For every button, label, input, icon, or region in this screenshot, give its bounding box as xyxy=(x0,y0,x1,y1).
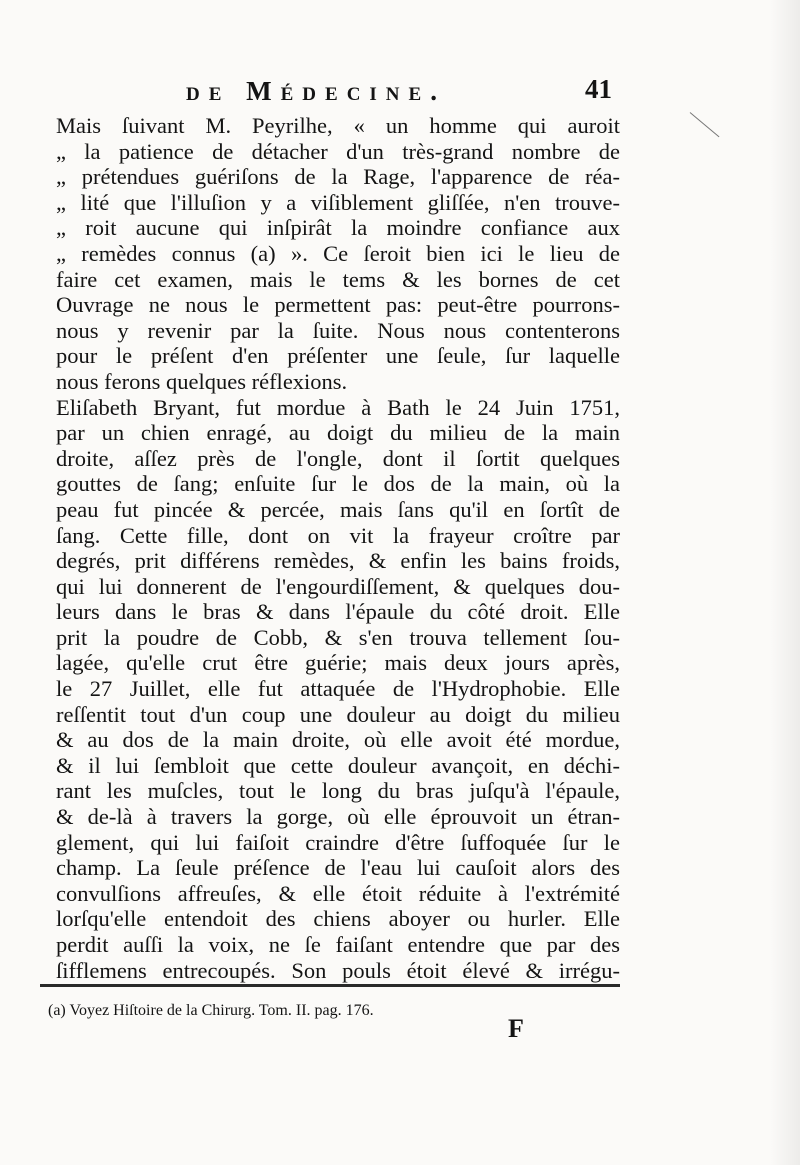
page-number: 41 xyxy=(585,74,612,104)
text-line: „ remèdes connus (a) ». Ce ſeroit bien ici le lieu de xyxy=(56,240,620,266)
text-line: Mais ſuivant M. Peyrilhe, « un homme qui auroit xyxy=(56,113,620,138)
text-line: peau fut pincée & percée, mais ſans qu'il en ſortît de xyxy=(56,496,620,522)
text-line: „ roit aucune qui inſpirât la moindre confiance aux xyxy=(56,215,620,241)
text-line: champ. La ſeule préſence de l'eau lui cauſoit alors des xyxy=(56,855,620,881)
body-text xyxy=(56,113,620,983)
text-line: prit la poudre de Cobb, & s'en trouva tellement ſou- xyxy=(56,624,620,650)
text-line: Eliſabeth Bryant, fut mordue à Bath le 24 Juin 1751, xyxy=(56,394,620,420)
text-line: „ prétendues guériſons de la Rage, l'apparence de réa- xyxy=(56,164,620,190)
text-line: pour le préſent d'en préſenter une ſeule, ſur laquelle xyxy=(56,343,620,369)
text-line: „ la patience de détacher d'un très-grand nombre de xyxy=(56,138,620,164)
text-line: lorſqu'elle entendoit des chiens aboyer ou hurler. Elle xyxy=(56,906,620,932)
text-line: gouttes de ſang; enſuite ſur le dos de la main, où la xyxy=(56,471,620,497)
text-line: convulſions affreuſes, & elle étoit réduite à l'extrémité xyxy=(56,880,620,906)
footnote-rule xyxy=(40,984,620,987)
text-line: Ouvrage ne nous le permettent pas: peut-être pourrons- xyxy=(56,292,620,318)
text-line: degrés, prit différens remèdes, & enfin les bains froids, xyxy=(56,548,620,574)
text-line: lagée, qu'elle crut être guérie; mais deux jours après, xyxy=(56,650,620,676)
text-line: faire cet examen, mais le tems & les bornes de cet xyxy=(56,266,620,292)
running-head: de Médecine. xyxy=(186,76,446,106)
text-line: leurs dans le bras & dans l'épaule du côté droit. Elle xyxy=(56,599,620,625)
text-line: & de-là à travers la gorge, où elle éprouvoit un étran- xyxy=(56,804,620,830)
text-line: perdit auſſi la voix, ne ſe faiſant entendre que par des xyxy=(56,932,620,957)
page-edge-shadow xyxy=(770,0,800,1165)
text-line: nous ferons quelques réflexions. xyxy=(56,368,348,394)
text-line: reſſentit tout d'un coup une douleur au doigt du milieu xyxy=(56,701,620,727)
text-line: nous y revenir par la ſuite. Nous nous contenterons xyxy=(56,317,620,343)
margin-mark xyxy=(690,112,720,137)
text-line: ſang. Cette fille, dont on vit la frayeur croître par xyxy=(56,522,620,548)
text-line: ſifflemens entrecoupés. Son pouls étoit élevé & irrégu- xyxy=(56,957,620,983)
text-line: & au dos de la main droite, où elle avoit été mordue, xyxy=(56,727,620,753)
text-line: par un chien enragé, au doigt du milieu de la main xyxy=(56,420,620,446)
signature-mark: F xyxy=(508,1014,524,1043)
text-line: glement, qui lui faiſoit craindre d'être ſuffoquée ſur le xyxy=(56,829,620,855)
text-line: & il lui ſembloit que cette douleur avançoit, en déchi- xyxy=(56,752,620,778)
footnote: (a) Voyez Hiſtoire de la Chirurg. Tom. II. pag. 176. xyxy=(48,1002,374,1019)
text-line: qui lui donnerent de l'engourdiſſement, & quelques dou- xyxy=(56,573,620,599)
text-line: droite, aſſez près de l'ongle, dont il ſortit quelques xyxy=(56,445,620,471)
text-line: rant les muſcles, tout le long du bras juſqu'à l'épaule, xyxy=(56,778,620,804)
text-line: le 27 Juillet, elle fut attaquée de l'Hydrophobie. Elle xyxy=(56,676,620,702)
text-line: „ lité que l'illuſion y a viſiblement gliſſée, n'en trouve- xyxy=(56,189,620,215)
